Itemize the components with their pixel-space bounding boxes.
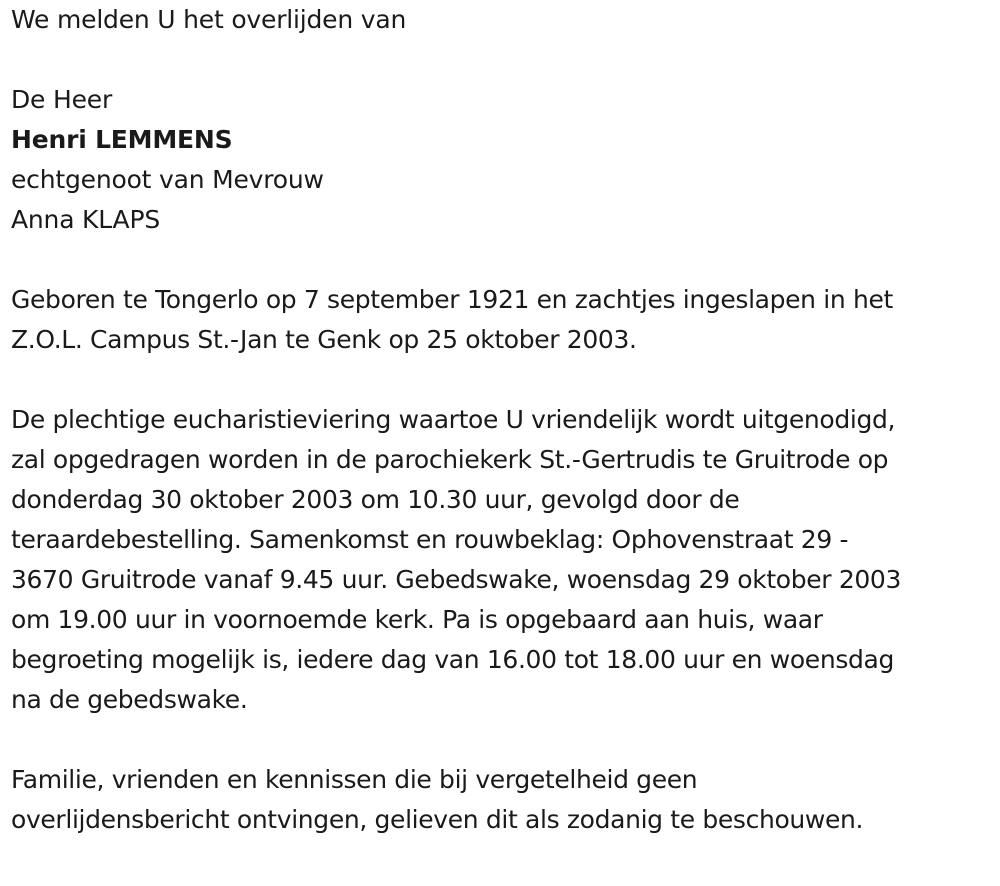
paragraph-line: Z.O.L. Campus St.-Jan te Genk op 25 oktober 2003. [11,325,637,354]
paragraph-line: De plechtige eucharistieviering waartoe U vriendelijk wordt uitgenodigd, [11,405,896,434]
paragraph-line: Geboren te Tongerlo op 7 september 1921 en zachtjes ingeslapen in het [11,285,893,314]
spacer [11,240,991,280]
relation-line: echtgenoot van Mevrouw [11,165,324,194]
paragraph-line: overlijdensbericht ontvingen, gelieven dit als zodanig te beschouwen. [11,805,864,834]
intro-line: We melden U het overlijden van [11,5,407,34]
paragraph-line: 3670 Gruitrode vanaf 9.45 uur. Gebedswake, woensdag 29 oktober 2003 [11,565,902,594]
paragraph-line: om 19.00 uur in voornoemde kerk. Pa is opgebaard aan huis, waar [11,605,823,634]
spouse-name: Anna KLAPS [11,205,161,234]
salutation: De Heer [11,85,113,114]
paragraph-line: Familie, vrienden en kennissen die bij vergetelheid geen [11,765,698,794]
birth-paragraph [11,280,991,360]
deceased-name: Henri LEMMENS [11,125,233,154]
death-notice-document [11,0,991,840]
paragraph-line: begroeting mogelijk is, iedere dag van 16.00 tot 18.00 uur en woensdag [11,645,895,674]
spacer [11,720,991,760]
spacer [11,40,991,80]
paragraph-line: na de gebedswake. [11,685,248,714]
paragraph-line: donderdag 30 oktober 2003 om 10.30 uur, gevolgd door de [11,485,740,514]
paragraph-line: teraardebestelling. Samenkomst en rouwbeklag: Ophovenstraat 29 - [11,525,849,554]
spacer [11,360,991,400]
closing-paragraph [11,760,991,840]
ceremony-paragraph [11,400,991,720]
paragraph-line: zal opgedragen worden in de parochiekerk St.-Gertrudis te Gruitrode op [11,445,889,474]
